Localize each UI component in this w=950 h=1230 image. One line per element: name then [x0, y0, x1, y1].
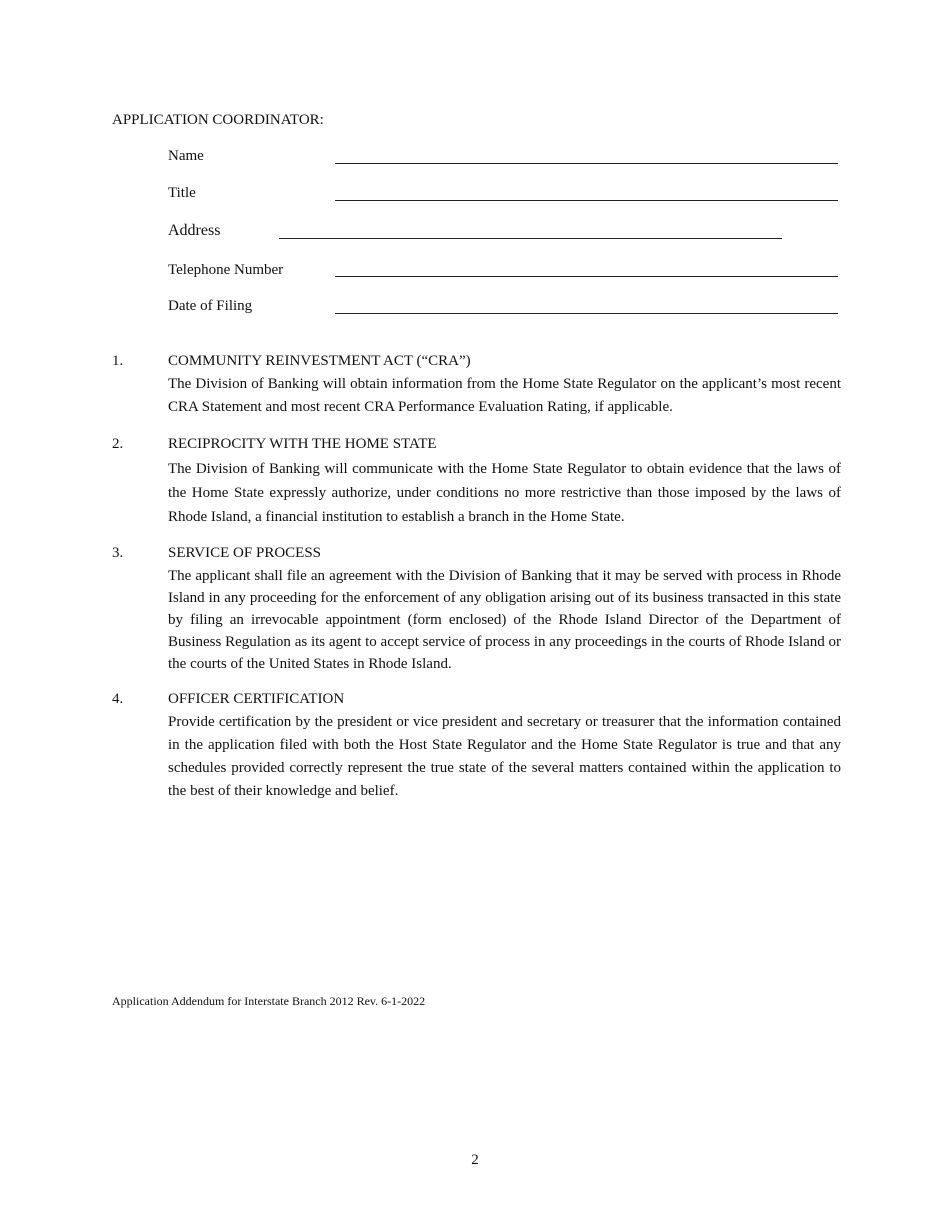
telephone-field-line[interactable]: [335, 276, 838, 277]
section-4-title: OFFICER CERTIFICATION: [168, 691, 345, 707]
section-3-body: The applicant shall file an agreement with the Division of Banking that it may be served with process in Rhode Island in any proceeding for the enforcement of any obligation arising out of its business transacted in this state by filing an irrevocable appointment (form enclosed) of the Rhode Island Director of the Department of Business Regulation as its agent to accept service of process in any proceedings in the courts of Rhode Island or the courts of the United States in Rhode Island.: [168, 568, 841, 672]
section-4-body: Provide certification by the president or vice president and secretary or treasurer that the information contained in the application filed with both the Host State Regulator and the Home State Regulator is true and that any schedules provided correctly represent the true state of the several matters contained within the application to the best of their knowledge and belief.: [168, 714, 841, 799]
page-number: 2: [471, 1152, 479, 1168]
title-field-line[interactable]: [335, 200, 838, 201]
section-2-number: 2.: [112, 436, 124, 452]
section-3-number: 3.: [112, 545, 124, 561]
section-1-body: The Division of Banking will obtain information from the Home State Regulator on the applicant’s most recent CRA Statement and most recent CRA Performance Evaluation Rating, if applicable.: [168, 376, 841, 415]
section-1-title: COMMUNITY REINVESTMENT ACT (“CRA”): [168, 353, 471, 369]
address-field-line[interactable]: [279, 238, 782, 239]
section-2-body: The Division of Banking will communicate with the Home State Regulator to obtain evidence that the laws of the Home State expressly authorize, under conditions no more restrictive than those imposed by the laws of Rhode Island, a financial institution to establish a branch in the Home State.: [168, 461, 841, 525]
date-of-filing-label: Date of Filing: [168, 298, 253, 314]
telephone-label: Telephone Number: [168, 262, 284, 278]
date-of-filing-field-line[interactable]: [335, 313, 838, 314]
name-label: Name: [168, 148, 204, 164]
section-1-number: 1.: [112, 353, 124, 369]
section-2-title: RECIPROCITY WITH THE HOME STATE: [168, 436, 437, 452]
section-4-number: 4.: [112, 691, 124, 707]
name-field-line[interactable]: [335, 163, 838, 164]
title-label: Title: [168, 185, 196, 201]
section-3-title: SERVICE OF PROCESS: [168, 545, 322, 561]
address-label: Address: [168, 222, 221, 239]
document-footer: Application Addendum for Interstate Branch 2012 Rev. 6-1-2022: [112, 994, 426, 1008]
coordinator-heading: APPLICATION COORDINATOR:: [112, 112, 324, 128]
